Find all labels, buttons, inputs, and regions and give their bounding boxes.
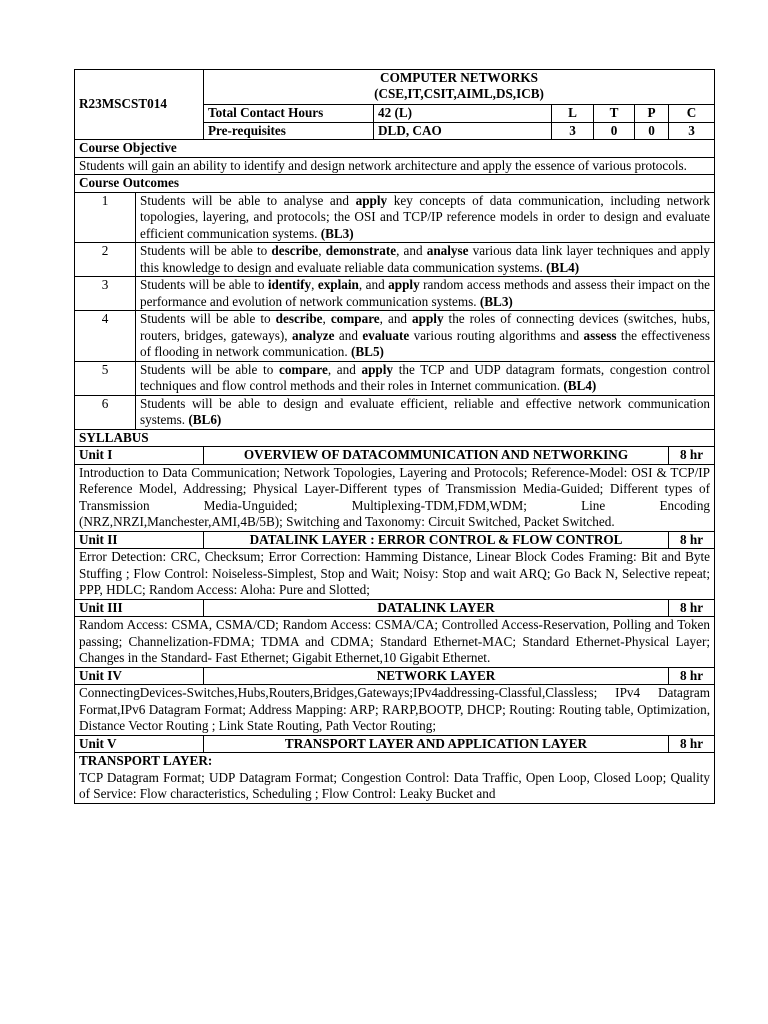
unit-content-row xyxy=(75,753,715,804)
unit-title: TRANSPORT LAYER AND APPLICATION LAYER xyxy=(204,735,669,753)
unit-content-row xyxy=(75,685,715,736)
unit-content: Error Detection: CRC, Checksum; Error Correction: Hamming Distance, Linear Block Codes Framing: Bit and Byte Stuffing ; Flow Control: Noiseless-Simplest, Stop and Wait; Noisy: Stop and wait ARQ; Go Back N, Selective repeat; PPP, HDLC; Random Access: Aloha: Pure and Slotted; xyxy=(79,549,711,597)
course-outcomes-list xyxy=(75,192,715,429)
ltpc-value-p: 0 xyxy=(635,122,669,140)
course-outcome-row xyxy=(75,243,715,277)
ltpc-header-l: L xyxy=(552,105,594,123)
prereq-label: Pre-requisites xyxy=(204,122,374,140)
course-outcome-number: 6 xyxy=(75,395,136,429)
course-code: R23MSCST014 xyxy=(75,70,204,140)
contact-hours-value: 42 (L) xyxy=(374,105,552,123)
ltpc-header-c: C xyxy=(669,105,715,123)
course-outcome-row xyxy=(75,311,715,362)
course-outcome-text: Students will be able to describe, compare, and apply the roles of connecting devices (switches, hubs, routers, bridges, gateways), analyze and evaluate various routing algorithms and assess the effectiveness of flooding in network communication. (BL5) xyxy=(136,311,715,362)
unit-content: TCP Datagram Format; UDP Datagram Format; Congestion Control: Data Traffic, Open Loop, Closed Loop; Quality of Service: Flow characteristics, Scheduling ; Flow Control: Leaky Bucket and xyxy=(79,769,711,801)
unit-title: DATALINK LAYER xyxy=(204,599,669,617)
unit-hours: 8 hr xyxy=(669,735,715,753)
course-title: COMPUTER NETWORKS xyxy=(380,70,538,85)
course-outcome-row xyxy=(75,277,715,311)
course-objective-heading: Course Objective xyxy=(75,140,715,158)
unit-content-cell xyxy=(75,617,715,668)
course-outcome-row xyxy=(75,192,715,243)
unit-hours: 8 hr xyxy=(669,531,715,549)
unit-hours: 8 hr xyxy=(669,447,715,465)
course-outcome-number: 1 xyxy=(75,192,136,243)
ltpc-header-t: T xyxy=(594,105,635,123)
unit-label: Unit II xyxy=(75,531,204,549)
unit-content: ConnectingDevices-Switches,Hubs,Routers,Bridges,Gateways;IPv4addressing-Classful,Classless; IPv4 Datagram Format,IPv6 Datagram Format; Address Mapping: ARP; RARP,BOOTP, DHCP; Routing: Routing table, Optimization, Distance Vector Routing ; Link State Routing, Path Vector Routing; xyxy=(79,685,711,733)
ltpc-header-p: P xyxy=(635,105,669,123)
unit-content-row xyxy=(75,549,715,600)
unit-label: Unit IV xyxy=(75,667,204,685)
course-outcome-text: Students will be able to design and evaluate efficient, reliable and effective network communication systems. (BL6) xyxy=(136,395,715,429)
ltpc-value-c: 3 xyxy=(669,122,715,140)
unit-title: NETWORK LAYER xyxy=(204,667,669,685)
course-outcome-number: 4 xyxy=(75,311,136,362)
unit-content: Random Access: CSMA, CSMA/CD; Random Access: CSMA/CA; Controlled Access-Reservation, Polling and Token passing; Channelization-FDMA; TDMA and CDMA; Standard Ethernet-MAC; Standard Ethernet-Physical Layer; Changes in the Standard- Fast Ethernet; Gigabit Ethernet,10 Gigabit Ethernet. xyxy=(79,617,711,665)
unit-content-cell xyxy=(75,549,715,600)
unit-label: Unit III xyxy=(75,599,204,617)
unit-subheading: TRANSPORT LAYER: xyxy=(79,753,213,768)
unit-hours: 8 hr xyxy=(669,667,715,685)
unit-content-cell xyxy=(75,753,715,804)
course-outcome-text: Students will be able to analyse and apply key concepts of data communication, including network topologies, layering, and protocols; the OSI and TCP/IP reference models in order to design and evaluate efficient communication systems. (BL3) xyxy=(136,192,715,243)
course-table xyxy=(74,69,715,804)
unit-hours: 8 hr xyxy=(669,599,715,617)
ltpc-value-l: 3 xyxy=(552,122,594,140)
syllabus-units xyxy=(75,447,715,804)
course-outcome-text: Students will be able to identify, explain, and apply random access methods and assess their impact on the performance and evolution of network communication systems. (BL3) xyxy=(136,277,715,311)
contact-hours-label: Total Contact Hours xyxy=(204,105,374,123)
unit-title: OVERVIEW OF DATACOMMUNICATION AND NETWORKING xyxy=(204,447,669,465)
course-objective-text: Students will gain an ability to identify and design network architecture and apply the essence of various protocols. xyxy=(75,157,715,175)
course-title-cell xyxy=(204,70,715,105)
unit-header-row xyxy=(75,667,715,685)
course-outcome-row xyxy=(75,361,715,395)
unit-content-row xyxy=(75,464,715,531)
course-outcome-number: 5 xyxy=(75,361,136,395)
course-branches: (CSE,IT,CSIT,AIML,DS,ICB) xyxy=(374,86,544,101)
course-outcomes-heading: Course Outcomes xyxy=(75,175,715,193)
unit-content-row xyxy=(75,617,715,668)
unit-header-row xyxy=(75,599,715,617)
course-outcome-text: Students will be able to describe, demonstrate, and analyse various data link layer techniques and apply this knowledge to design and evaluate reliable data communication systems. (BL4) xyxy=(136,243,715,277)
unit-header-row xyxy=(75,531,715,549)
unit-label: Unit I xyxy=(75,447,204,465)
unit-header-row xyxy=(75,447,715,465)
unit-content-cell xyxy=(75,464,715,531)
unit-label: Unit V xyxy=(75,735,204,753)
unit-title: DATALINK LAYER : ERROR CONTROL & FLOW CONTROL xyxy=(204,531,669,549)
syllabus-heading: SYLLABUS xyxy=(75,429,715,447)
syllabus-sheet xyxy=(74,69,714,804)
prereq-value: DLD, CAO xyxy=(374,122,552,140)
course-outcome-row xyxy=(75,395,715,429)
course-outcome-text: Students will be able to compare, and apply the TCP and UDP datagram formats, congestion control techniques and flow control methods and their roles in Internet communication. (BL4) xyxy=(136,361,715,395)
ltpc-value-t: 0 xyxy=(594,122,635,140)
course-outcome-number: 3 xyxy=(75,277,136,311)
unit-content-cell xyxy=(75,685,715,736)
course-outcome-number: 2 xyxy=(75,243,136,277)
unit-header-row xyxy=(75,735,715,753)
unit-content: Introduction to Data Communication; Network Topologies, Layering and Protocols; Reference-Model: OSI & TCP/IP Reference Model, Addressing; Physical Layer-Different types of Transmission Media-Guided; Different types of Transmission Media-Unguided; Multiplexing-TDM,FDM,WDM; Line Encoding (NRZ,NRZI,Manchester,AMI,4B/5B); Switching and Taxonomy: Circuit Switched, Packet Switched. xyxy=(79,464,711,529)
